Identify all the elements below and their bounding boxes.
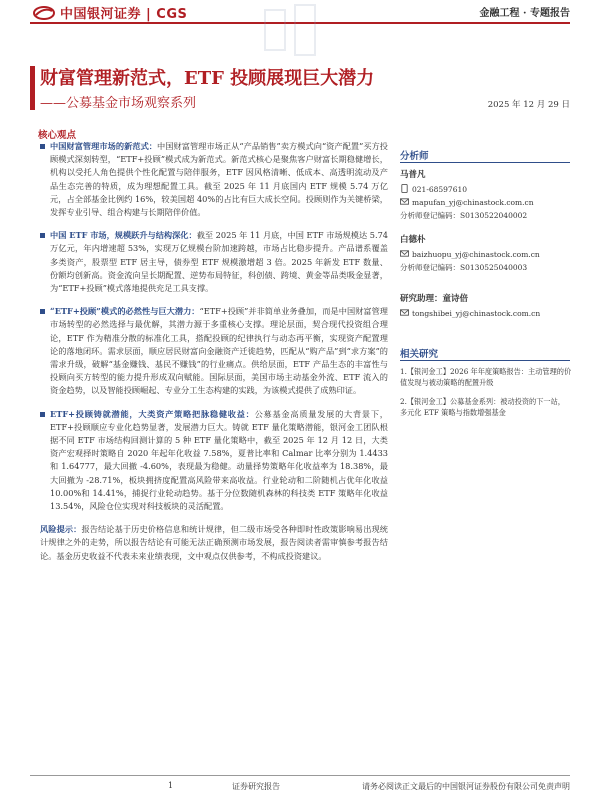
watermark — [255, 0, 325, 60]
mail-icon — [400, 197, 409, 206]
mail-icon — [400, 308, 409, 317]
risk-warning-text: 报告结论基于历史价格信息和统计规律，但二级市场受各种即时性政策影响易出现统计规律之外的走势，所以报告结论有可能无法正确预测市场发展，报告阅读者需审慎参考报告结论。基金历史收益不代表未来业绩表现，文中观点仅供参考，不构成投资建议。 — [40, 524, 388, 561]
sidebar-rule — [400, 162, 570, 163]
risk-warning — [40, 523, 388, 563]
analyst-email[interactable] — [400, 197, 534, 208]
related-research-item[interactable]: 1.【银河金工】2026 年年度策略报告：主动管理的价值发现与被动策略的配置升级 — [400, 367, 572, 387]
title-accent-bar — [30, 66, 35, 110]
bullet-square — [40, 233, 45, 238]
analyst-name: 白德朴 — [400, 235, 426, 245]
logo-mark — [33, 6, 55, 20]
report-title: 财富管理新范式，ETF 投顾展现巨大潜力 — [40, 68, 375, 89]
footer-category: 证券研究报告 — [232, 782, 280, 791]
key-point-text: 截至 2025 年 11 月底，中国 ETF 市场规模达 5.74 万亿元，年内增速超 53%，实现万亿规模台阶加速跨越，市场占比稳步提升。产品谱系覆盖多类资产，股票型 ETF 居主导，债券型 ETF 规模激增超 3 倍。2025 年新发 ETF 数量、份额均创新高。资金流向呈长期配置、逆势布局特征，科创债、跨境、黄金等品类吸金显著，为“ETF+投顾”模式落地提供充足工具支撑。 — [50, 230, 388, 294]
core-views-label: 核心观点 — [38, 130, 77, 141]
brand-name: 中国银河证券 | CGS — [60, 7, 188, 22]
research-assistant: 研究助理：童诗倍 — [400, 294, 469, 304]
key-point-text: 中国财富管理市场正从“产品销售”卖方模式向“资产配置”买方投顾模式深刻转型，“ETF+投顾”模式成为新范式。新范式核心是聚焦客户财富长期稳健增长，机构以受托人角色提供个性化配置与陪伴服务，ETF 因风格清晰、低成本、高透明流动及产品生态完善的特质，成为理想配置工具。截至 2025 年 11 月底国内 ETF 规模 5.74 万亿元，占全部基金比例约 16%，较美国超 40%的占比有巨大成长空间。投顾则作为关键桥梁，发挥专业引导、组合构建与长期陪伴价值。 — [50, 141, 388, 218]
key-point-text: “ETF+投顾”并非简单业务叠加，而是中国财富管理市场转型的必然选择与最优解，其潜力源于多重核心支撑。理论层面，契合现代投资组合理论，ETF 作为精准分散的标准化工具，搭配投顾的纪律执行与动态再平衡，实现资产配置理论的落地闭环。需求层面，顺应居民财富向金融资产迁徙趋势，匹配从“购产品”到“求方案”的需求升级，破解“基金赚钱、基民不赚钱”的行业痛点。供给层面，ETF 产品生态的丰富性与投顾向买方转型的能力提升形成双向赋能。国际层面，美国市场主动基金外流、ETF 流入的资金趋势，以及智能投顾崛起、专业分工生态构建的实践，为该模式提供了成熟印证。 — [50, 306, 388, 396]
page-number: 1 — [168, 781, 174, 790]
related-research-item[interactable]: 2.【银河金工】公募基金系列：被动投资的下一站，多元化 ETF 策略与指数增强基金 — [400, 397, 565, 417]
analyst-phone-value: 021-68597610 — [412, 185, 468, 194]
analyst-email-value[interactable]: baizhuopu_yj@chinastock.com.cn — [412, 250, 540, 259]
report-column: 金融工程 · 专题报告 — [479, 8, 570, 19]
analyst-license: 分析师登记编码：S0130522040002 — [400, 211, 528, 220]
phone-icon — [400, 184, 409, 193]
main-column — [40, 140, 388, 563]
key-point — [40, 140, 388, 219]
related-research-label: 相关研究 — [400, 349, 439, 360]
report-date: 2025 年 12 月 29 日 — [487, 100, 570, 110]
bullet-square — [40, 309, 45, 314]
analyst-license: 分析师登记编码：S0130525040003 — [400, 263, 528, 272]
analyst-email-value[interactable]: mapufan_yj@chinastock.com.cn — [412, 198, 534, 207]
sidebar-rule — [400, 360, 570, 361]
key-point — [40, 229, 388, 295]
report-subtitle: ——公募基金市场观察系列 — [40, 96, 197, 111]
footer-disclaimer: 请务必阅读正文最后的中国银河证券股份有限公司免责声明 — [362, 782, 570, 791]
assistant-email-value[interactable]: tongshibei_yj@chinastock.com.cn — [412, 309, 541, 318]
risk-warning-lead: 风险提示： — [40, 524, 82, 535]
footer-rule — [30, 775, 570, 776]
bullet-square — [40, 144, 45, 149]
analyst-email[interactable] — [400, 249, 540, 260]
key-point — [40, 408, 388, 514]
key-point — [40, 305, 388, 397]
key-point-text: 公募基金高质量发展的大背景下，ETF+投顾顺应专业化趋势显著，发展潜力巨大。铸就 ETF 量化策略潜能，银河金工团队根据不同 ETF 市场结构回测计算的 5 种 ETF 量化策略中，截至 2025 年 12 月 12 日，大类资产宏观择时策略自 2020 年起年化收益 7.58%，夏普比率和 Calmar 比率分别为 1.4433 和 1.64777，最大回撤 -4.60%，表现最为稳健。动量择势策略年化收益率为 18.38%，最大回撤为 -28.71%，板块拥挤度配置高风险带来高收益。行业轮动和二阶随机占优年化收益 10.00%和 14.41%，捕捉行业轮动趋势。基于分位数随机森林的科技类 ETF 策略年化收益 13.54%，风险仓位实现对科技板块的灵活配置。 — [50, 408, 388, 512]
analyst-label: 分析师 — [400, 151, 429, 162]
key-point-lead: 中国财富管理市场的新范式： — [50, 141, 158, 151]
mail-icon — [400, 249, 409, 258]
analyst-phone — [400, 184, 467, 195]
key-point-lead: 中国 ETF 市场，规模跃升与结构深化： — [50, 230, 197, 241]
key-point-lead: “ETF+投顾”模式的必然性与巨大潜力： — [50, 306, 200, 317]
bullet-square — [40, 412, 45, 417]
analyst-name: 马普凡 — [400, 170, 426, 180]
key-point-lead: ETF+投顾铸就潜能，大类资产策略把脉稳健收益： — [50, 408, 255, 419]
assistant-email[interactable] — [400, 308, 540, 319]
